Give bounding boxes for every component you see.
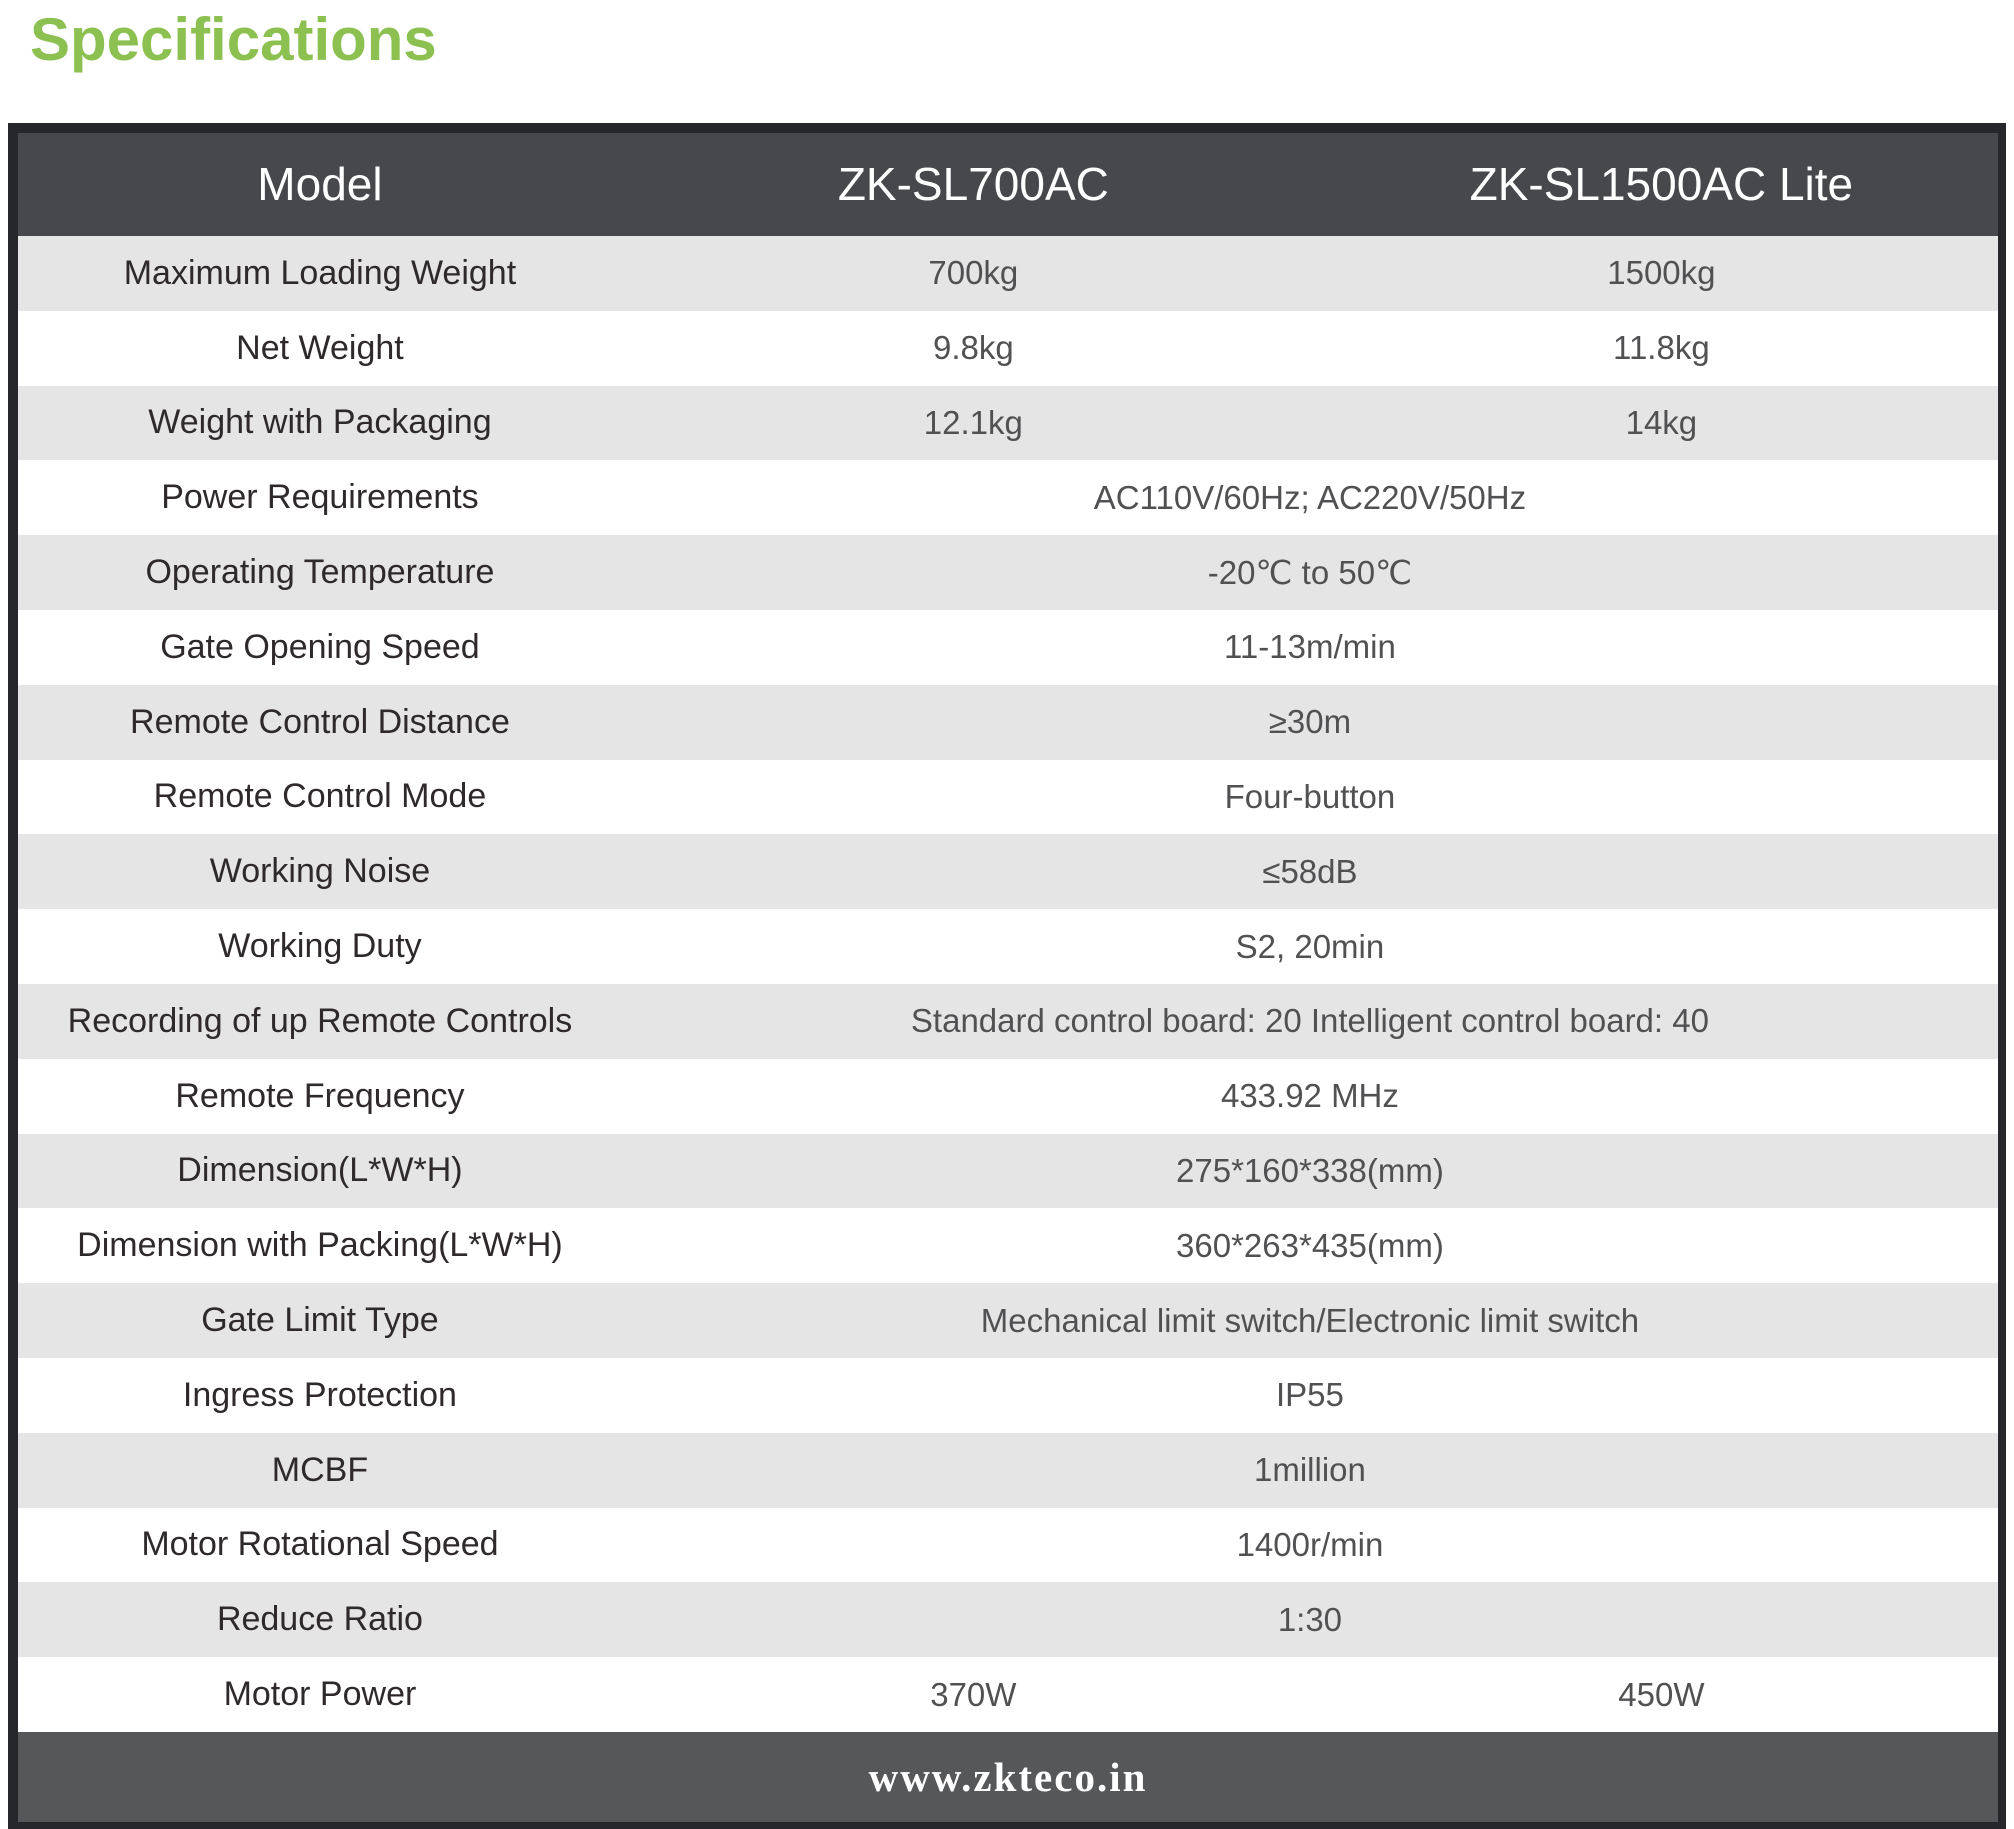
table-row	[18, 311, 1998, 386]
spec-value-both-models: 1million	[1254, 1451, 1366, 1489]
spec-label: Motor Rotational Speed	[141, 1525, 499, 1564]
spec-value-both-models: 275*160*338(mm)	[1176, 1151, 1444, 1189]
table-row	[18, 1433, 1998, 1508]
spec-value-both-models: ≤58dB	[1262, 852, 1358, 890]
header-model-sl1500ac-lite: ZK-SL1500AC Lite	[1469, 158, 1854, 211]
spec-value-both-models: 1:30	[1277, 1600, 1343, 1638]
spec-value-both-models: Standard control board: 20 Intelligent control board: 40	[910, 1002, 1709, 1040]
spec-value-both-models: 1400r/min	[1236, 1525, 1384, 1563]
spec-value-sl700ac: 9.8kg	[932, 329, 1014, 367]
spec-label: Remote Frequency	[175, 1076, 465, 1115]
spec-value-both-models: S2, 20min	[1235, 927, 1385, 965]
website-url: www.zkteco.in	[868, 1754, 1148, 1800]
spec-label: Net Weight	[236, 328, 404, 367]
table-row	[18, 1657, 1998, 1732]
table-row	[18, 535, 1998, 610]
spec-value-both-models: IP55	[1275, 1376, 1344, 1414]
spec-label: Gate Opening Speed	[160, 627, 480, 666]
table-row	[18, 1208, 1998, 1283]
spec-label: Working Noise	[209, 852, 431, 891]
spec-value-sl700ac: 370W	[930, 1675, 1017, 1713]
spec-label: Motor Power	[223, 1674, 417, 1713]
spec-value-both-models: Mechanical limit switch/Electronic limit switch	[980, 1301, 1640, 1339]
spec-label: Ingress Protection	[182, 1375, 457, 1414]
spec-value-sl700ac: 700kg	[928, 254, 1019, 292]
spec-value-both-models: ≥30m	[1268, 703, 1352, 741]
table-footer	[18, 1732, 1998, 1822]
spec-label: Operating Temperature	[145, 553, 495, 592]
specifications-table	[8, 123, 2006, 1829]
table-row	[18, 1358, 1998, 1433]
spec-value-sl1500ac-lite: 450W	[1618, 1675, 1705, 1713]
table-row	[18, 909, 1998, 984]
spec-value-both-models: 360*263*435(mm)	[1176, 1226, 1444, 1264]
table-row	[18, 685, 1998, 760]
spec-value-both-models: AC110V/60Hz; AC220V/50Hz	[1093, 478, 1527, 516]
table-row	[18, 1582, 1998, 1657]
spec-value-both-models: 11-13m/min	[1224, 628, 1396, 666]
spec-label: Dimension with Packing(L*W*H)	[77, 1226, 563, 1265]
table-row	[18, 834, 1998, 909]
spec-value-both-models: Four-button	[1224, 778, 1396, 815]
table-row	[18, 984, 1998, 1059]
table-row	[18, 1134, 1998, 1209]
spec-label: Remote Control Distance	[130, 702, 510, 741]
spec-label: MCBF	[271, 1450, 369, 1489]
spec-label: Recording of up Remote Controls	[67, 1001, 573, 1040]
table-row	[18, 760, 1998, 835]
table-row	[18, 460, 1998, 535]
table-row	[18, 386, 1998, 461]
spec-value-sl1500ac-lite: 11.8kg	[1613, 329, 1710, 367]
spec-value-both-models: 433.92 MHz	[1220, 1077, 1399, 1115]
table-row	[18, 610, 1998, 685]
spec-value-sl700ac: 12.1kg	[923, 404, 1023, 442]
spec-label: Working Duty	[218, 927, 422, 966]
spec-label: Weight with Packaging	[148, 403, 492, 442]
spec-value-both-models: -20℃ to 50℃	[1207, 553, 1413, 591]
header-model-sl700ac: ZK-SL700AC	[837, 158, 1109, 211]
table-header-row	[18, 133, 1998, 236]
table-row	[18, 1508, 1998, 1583]
table-row	[18, 236, 1998, 311]
spec-label: Gate Limit Type	[201, 1301, 439, 1339]
spec-value-sl1500ac-lite: 14kg	[1625, 404, 1698, 442]
spec-label: Remote Control Mode	[153, 777, 487, 816]
spec-label: Maximum Loading Weight	[123, 253, 517, 292]
page-title: Specifications	[30, 6, 437, 73]
table-body	[18, 236, 1998, 1732]
spec-label: Dimension(L*W*H)	[177, 1151, 463, 1190]
spec-value-sl1500ac-lite: 1500kg	[1607, 254, 1716, 292]
spec-label: Reduce Ratio	[216, 1600, 423, 1639]
table-row	[18, 1059, 1998, 1134]
table-row	[18, 1283, 1998, 1358]
spec-label: Power Requirements	[161, 478, 479, 517]
header-model-label: Model	[257, 158, 383, 211]
